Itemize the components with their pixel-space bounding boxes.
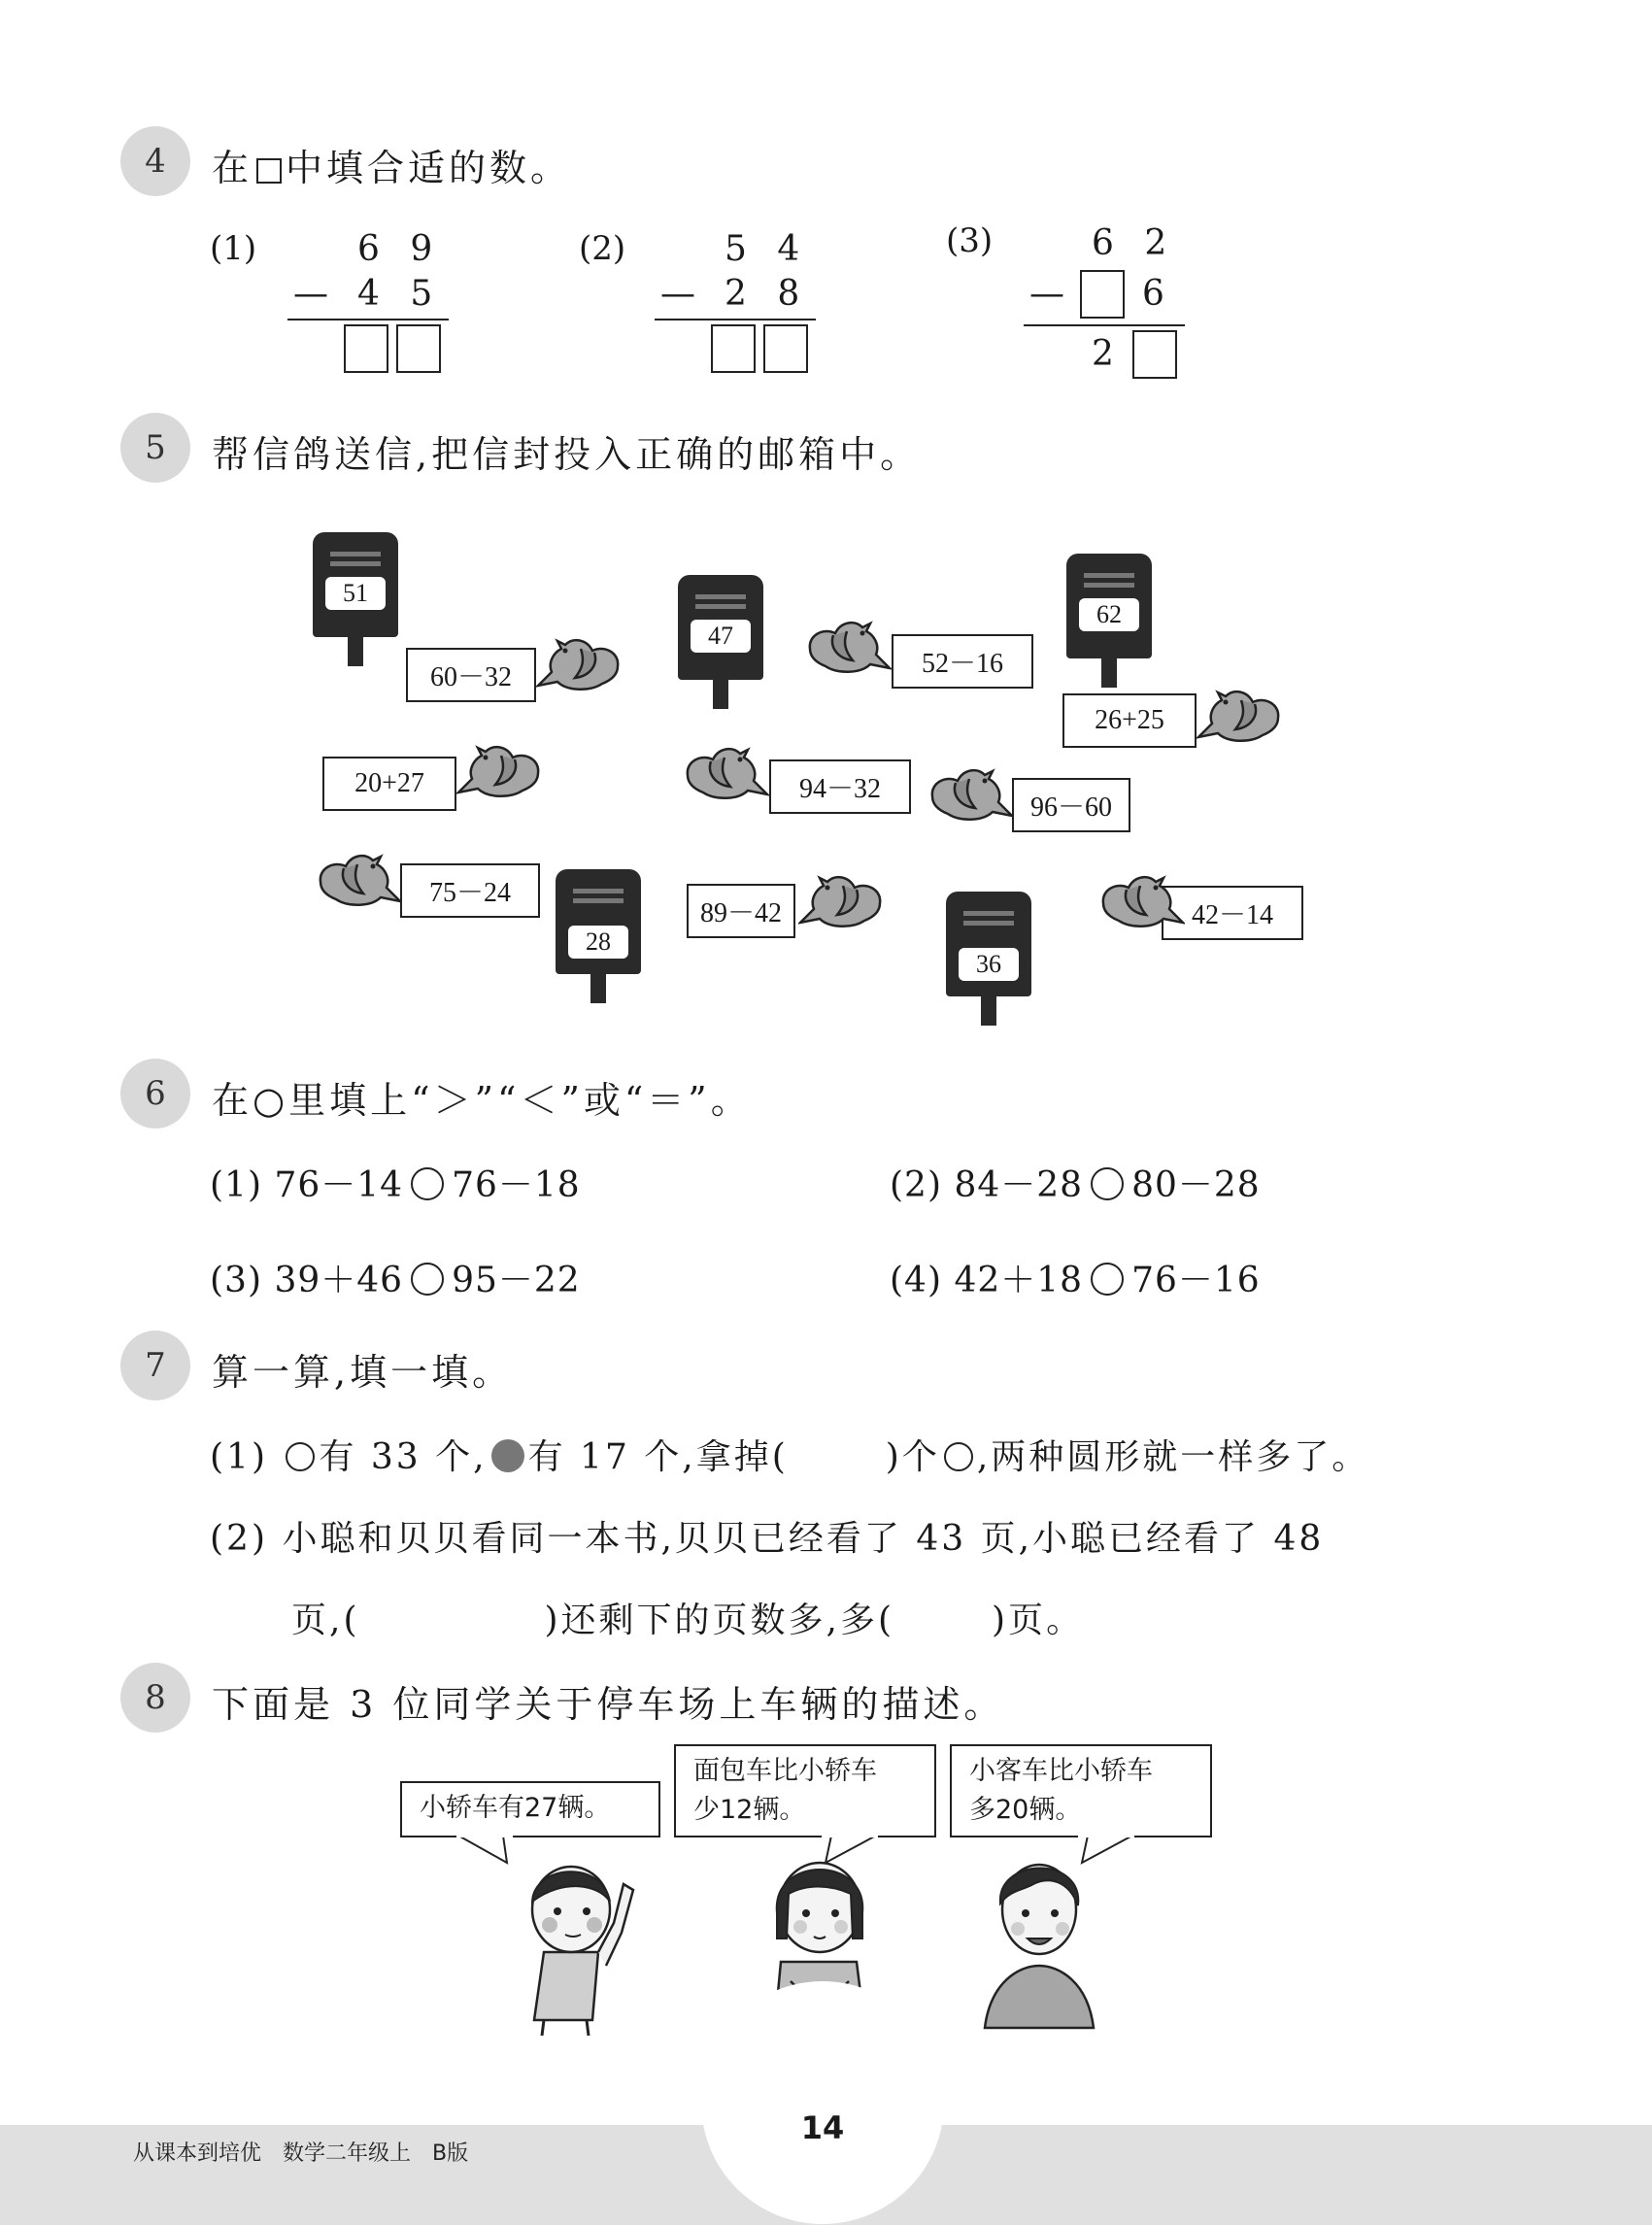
left-expr: 76－14	[274, 1165, 404, 1205]
answer-box[interactable]	[763, 324, 808, 373]
mail-slot	[573, 898, 624, 903]
mailbox-number: 51	[325, 577, 386, 610]
letter-card[interactable]: 89－42	[687, 884, 795, 938]
question-title	[212, 138, 571, 191]
page-number: 14	[800, 2109, 845, 2146]
book-title: 从课本到培优 数学二年级上 B版	[133, 2141, 469, 2166]
mail-slot	[695, 604, 746, 609]
mailbox[interactable]	[946, 892, 1031, 1037]
hollow-circle-icon	[286, 1442, 315, 1471]
mail-slot	[963, 921, 1014, 926]
compare-circle[interactable]	[1091, 1263, 1124, 1296]
text: 页,(	[291, 1601, 360, 1640]
compare-item	[890, 1253, 1261, 1302]
mailbox[interactable]	[556, 869, 641, 1015]
answer-box[interactable]	[396, 324, 441, 373]
bubble-text: 小客车比小轿车	[969, 1756, 1153, 1786]
problem-label: (1)	[210, 229, 257, 268]
dove-icon	[798, 614, 892, 682]
mailbox-post	[590, 974, 606, 1003]
question-number: 5	[120, 413, 190, 483]
answer-box[interactable]	[1080, 270, 1125, 319]
mailbox[interactable]	[678, 575, 763, 721]
item-label: (1)	[210, 1437, 268, 1477]
dove-icon	[1092, 868, 1185, 936]
question-number: 6	[120, 1059, 190, 1129]
mailbox-post	[981, 996, 996, 1026]
text: 小聪和贝贝看同一本书,贝贝已经看了 43 页,小聪已经看了 48	[282, 1519, 1325, 1559]
bubble-text: 少12辆。	[693, 1795, 806, 1825]
text: )页。	[992, 1601, 1085, 1640]
minus-sign: —	[1029, 274, 1064, 314]
question-title: 下面是 3 位同学关于停车场上车辆的描述。	[212, 1683, 1005, 1726]
subtrahend: 2 8	[725, 274, 810, 314]
boy-smiling-icon	[971, 1845, 1107, 2040]
text: ,两种圆形就一样多了。	[976, 1437, 1370, 1477]
minus-sign: —	[293, 274, 328, 314]
speech-bubble	[674, 1744, 936, 1837]
title-text: 中填合适的数。	[286, 147, 572, 189]
mailbox[interactable]	[313, 532, 398, 678]
mailbox-number: 47	[691, 620, 751, 653]
question-number: 4	[120, 126, 190, 196]
speech-bubble	[950, 1744, 1212, 1837]
question-title: 算一算,填一填。	[212, 1351, 514, 1394]
boy-pointing-icon	[505, 1845, 641, 2040]
vertical-line	[287, 319, 449, 320]
item-label: (2)	[890, 1165, 942, 1205]
mailbox-number: 28	[568, 926, 628, 959]
dove-icon	[309, 847, 402, 915]
compare-item	[890, 1158, 1261, 1207]
text: )个	[885, 1437, 940, 1477]
speech-bubble	[400, 1781, 660, 1837]
left-expr: 39＋46	[274, 1261, 404, 1300]
mail-slot	[1084, 573, 1134, 578]
text: 有 33 个,	[319, 1437, 488, 1477]
letter-card[interactable]: 20+27	[322, 757, 456, 811]
letter-card[interactable]: 60－32	[406, 648, 536, 702]
minuend: 5 4	[725, 229, 810, 269]
question-number: 7	[120, 1331, 190, 1400]
letter-card[interactable]: 42－14	[1162, 886, 1303, 940]
mailbox-post	[348, 637, 363, 666]
mail-slot	[330, 552, 381, 556]
text: 有 17 个,拿掉(	[527, 1437, 789, 1477]
mail-slot	[963, 911, 1014, 916]
item-label: (2)	[210, 1519, 268, 1559]
mail-slot	[1084, 583, 1134, 588]
letter-card[interactable]: 96－60	[1012, 778, 1130, 832]
bubble-text: 小轿车有27辆。	[420, 1793, 611, 1823]
minuend: 6 9	[357, 229, 443, 269]
problem-line	[210, 1511, 1324, 1561]
right-expr: 76－18	[452, 1165, 581, 1205]
right-expr: 76－16	[1131, 1261, 1261, 1300]
compare-item	[210, 1253, 581, 1302]
letter-card[interactable]: 52－16	[892, 634, 1033, 689]
item-label: (3)	[210, 1261, 262, 1300]
text: )还剩下的页数多,多(	[544, 1601, 895, 1640]
item-label: (1)	[210, 1165, 262, 1205]
dove-icon	[798, 868, 892, 936]
problem-label: (3)	[946, 221, 994, 260]
mail-slot	[573, 889, 624, 893]
vertical-line	[655, 319, 816, 320]
mailbox-number: 36	[959, 948, 1019, 981]
mailbox-post	[713, 680, 728, 709]
mailbox[interactable]	[1066, 554, 1152, 699]
answer-box-icon	[256, 158, 282, 184]
answer-box[interactable]	[344, 324, 388, 373]
item-label: (4)	[890, 1261, 942, 1300]
dove-icon	[536, 631, 629, 699]
mail-slot	[695, 594, 746, 599]
letter-card[interactable]: 94－32	[769, 759, 911, 814]
bubble-text: 面包车比小轿车	[693, 1756, 877, 1786]
question-number: 8	[120, 1663, 190, 1733]
right-expr: 80－28	[1131, 1165, 1261, 1205]
dove-icon	[1197, 683, 1290, 751]
compare-circle[interactable]	[411, 1263, 444, 1296]
letter-card[interactable]: 75－24	[400, 863, 540, 918]
subtrahend: 4 5	[357, 274, 443, 314]
filled-circle-icon	[491, 1439, 524, 1472]
vertical-line	[1024, 324, 1185, 326]
hollow-circle-icon	[944, 1442, 973, 1471]
compare-circle[interactable]	[1091, 1167, 1124, 1200]
title-text: 在	[212, 147, 253, 189]
mail-slot	[330, 561, 381, 566]
minus-sign: —	[660, 274, 695, 314]
compare-item	[210, 1158, 581, 1207]
mailbox-number: 62	[1079, 598, 1139, 631]
answer-box[interactable]	[1132, 330, 1177, 379]
problem-line	[291, 1593, 1084, 1642]
dove-icon	[676, 740, 769, 808]
dove-icon	[456, 738, 550, 806]
dove-icon	[921, 761, 1014, 829]
problem-label: (2)	[579, 229, 626, 268]
minuend: 6 2	[1092, 223, 1177, 263]
bubble-text: 多20辆。	[969, 1795, 1082, 1825]
right-expr: 95－22	[452, 1261, 581, 1300]
left-expr: 42＋18	[954, 1261, 1084, 1300]
compare-circle[interactable]	[411, 1167, 444, 1200]
left-expr: 84－28	[954, 1165, 1084, 1205]
answer-box[interactable]	[711, 324, 756, 373]
result-digit: 2	[1092, 334, 1124, 374]
mailbox-post	[1101, 658, 1117, 688]
letter-card[interactable]: 26+25	[1062, 693, 1197, 748]
question-title: 在○里填上“＞”“＜”或“＝”。	[212, 1079, 752, 1122]
page-number-badge	[701, 1981, 944, 2224]
problem-line	[210, 1430, 1369, 1479]
question-title: 帮信鸽送信,把信封投入正确的邮箱中。	[212, 433, 922, 476]
subtrahend-digit: 6	[1142, 274, 1174, 314]
